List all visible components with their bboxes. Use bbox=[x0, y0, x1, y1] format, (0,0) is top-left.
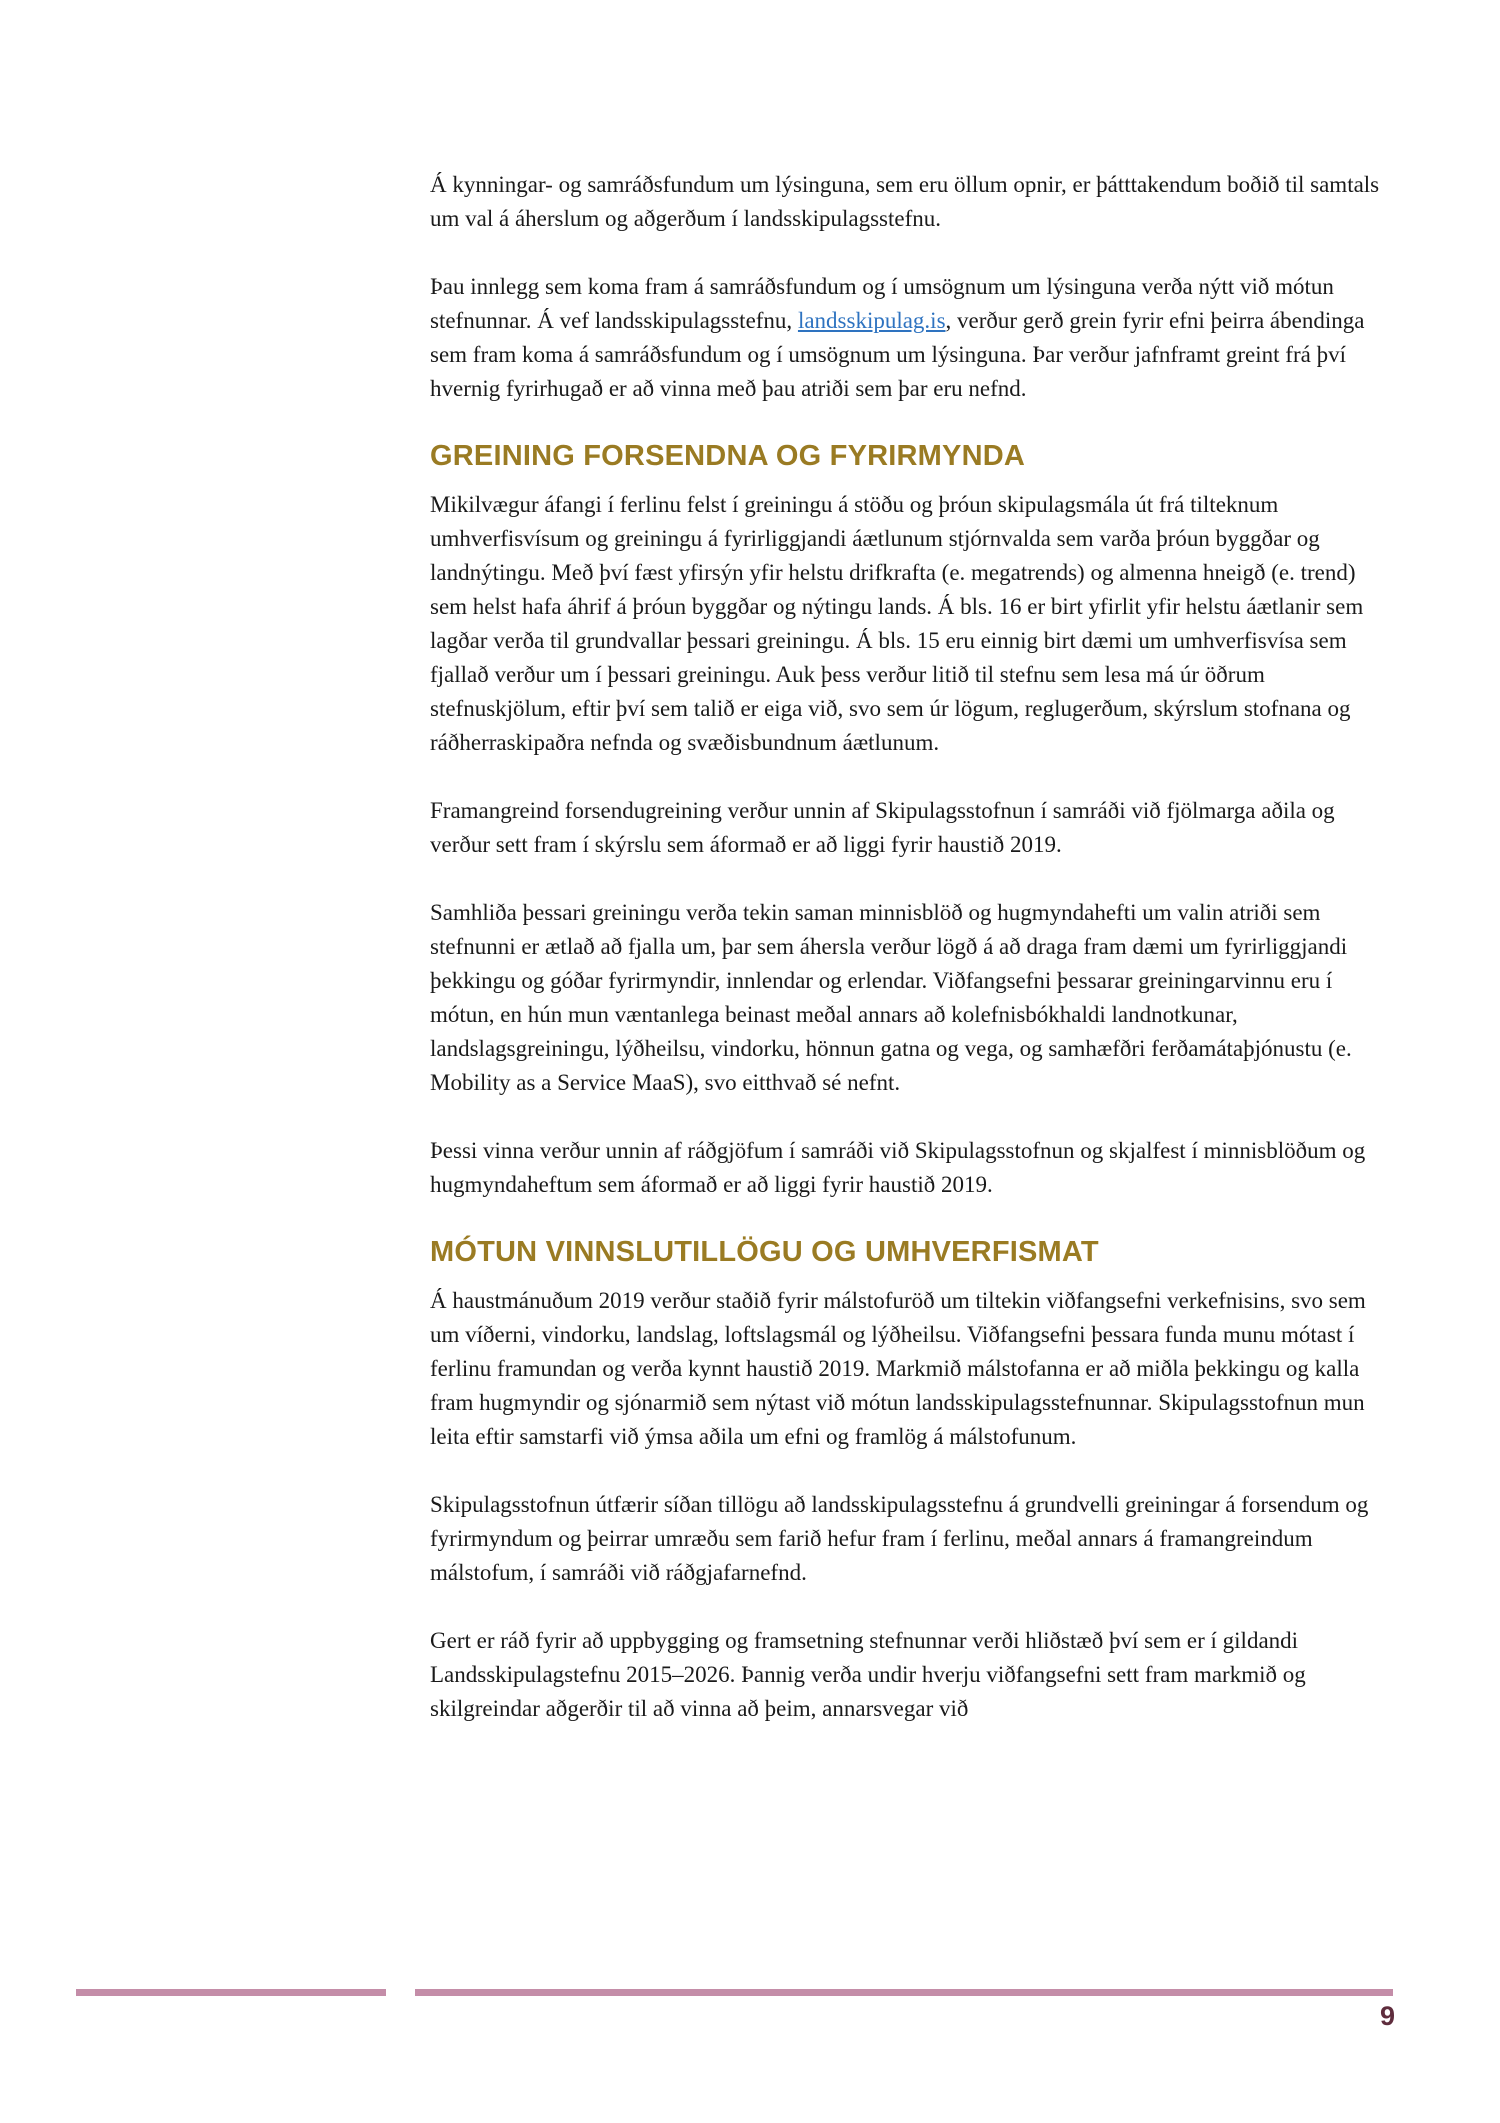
section-heading-greining: GREINING FORSENDNA OG FYRIRMYNDA bbox=[430, 440, 1026, 472]
paragraph-analysis-overview: Mikilvægur áfangi í ferlinu felst í greiningu á stöðu og þróun skipulagsmála út frá tilteknum umhverfisvísum og greiningu á fyrirliggjandi áætlunum stjórnvalda sem varða þróun byggðar og landnýtingu. Með því fæst yfirsýn yfir helstu drifkrafta (e. megatrends) og almenna hneigð (e. trend) sem helst hafa áhrif á þróun byggðar og nýtingu lands. Á bls. 16 er birt yfirlit yfir helstu áætlanir sem lagðar verða til grundvallar þessari greiningu. Á bls. 15 eru einnig birt dæmi um umhverfisvísa sem fjallað verður um í þessari greiningu. Auk þess verður litið til stefnu sem lesa má úr öðrum stefnuskjölum, eftir því sem talið er eiga við, svo sem úr lögum, reglugerðum, skýrslum stofnana og ráðherraskipaðra nefnda og svæðisbundnum áætlunum. bbox=[430, 492, 1364, 755]
footer-rule-left bbox=[76, 1989, 386, 1996]
paragraph-feedback bbox=[430, 270, 1398, 406]
landsskipulag-link[interactable]: landsskipulag.is bbox=[797, 308, 946, 333]
paragraph-malstofur: Á haustmánuðum 2019 verður staðið fyrir málstofuröð um tiltekin viðfangsefni verkefnisins, svo sem um víðerni, vindorku, landslag, loftslagsmál og lýðheilsu. Viðfangsefni þessara funda munu mótast í ferlinu framundan og verða kynnt haustið 2019. Markmið málstofanna er að miðla þekkingu og kalla fram hugmyndir og sjónarmið sem nýtast við mótun landsskipulagsstefnunnar. Skipulagsstofnun mun leita eftir samstarfi við ýmsa aðila um efni og framlög á málstofunum. bbox=[430, 1288, 1366, 1449]
paragraph-intro-meetings: Á kynningar- og samráðsfundum um lýsinguna, sem eru öllum opnir, er þátttakendum boðið til samtals um val á áherslum og aðgerðum í landsskipulagsstefnu. bbox=[430, 172, 1380, 231]
paragraph-tillaga: Skipulagsstofnun útfærir síðan tillögu að landsskipulagsstefnu á grundvelli greiningar á forsendum og fyrirmyndum og þeirrar umræðu sem farið hefur fram í ferlinu, meðal annars á framangreindum málstofum, í samráði við ráðgjafarnefnd. bbox=[430, 1492, 1369, 1585]
paragraph-minnisblod: Samhliða þessari greiningu verða tekin saman minnisblöð og hugmyndahefti um valin atriði sem stefnunni er ætlað að fjalla um, þar sem áhersla verður lögð á að draga fram dæmi um fyrirliggjandi þekkingu og góðar fyrirmyndir, innlendar og erlendar. Viðfangsefni þessarar greiningarvinnu eru í mótun, en hún mun væntanlega beinast meðal annars að kolefnisbókhaldi landnotkunar, landslagsgreiningu, lýðheilsu, vindorku, hönnun gatna og vega, og samhæfðri ferðamátaþjónustu (e. Mobility as a Service MaaS), svo eitthvað sé nefnt. bbox=[430, 900, 1352, 1095]
body-text-column bbox=[430, 168, 1398, 1760]
paragraph-radgjafar: Þessi vinna verður unnin af ráðgjöfum í samráði við Skipulagsstofnun og skjalfest í minnisblöðum og hugmyndaheftum sem áformað er að liggi fyrir haustið 2019. bbox=[430, 1138, 1366, 1197]
footer-rule-right bbox=[415, 1989, 1393, 1996]
paragraph-forsendugreining: Framangreind forsendugreining verður unnin af Skipulagsstofnun í samráði við fjölmarga aðila og verður sett fram í skýrslu sem áformað er að liggi fyrir haustið 2019. bbox=[430, 798, 1335, 857]
page-number: 9 bbox=[1379, 2001, 1395, 2031]
paragraph-uppbygging: Gert er ráð fyrir að uppbygging og framsetning stefnunnar verði hliðstæð því sem er í gildandi Landsskipulagstefnu 2015–2026. Þannig verða undir hverju viðfangsefni sett fram markmið og skilgreindar aðgerðir til að vinna að þeim, annarsvegar við bbox=[430, 1628, 1306, 1721]
paragraph-feedback-before-link: Þau innlegg sem koma fram á samráðsfundum og í umsögnum um lýsinguna verða nýtt við mótun stefnunnar. Á vef landsskipulagsstefnu, bbox=[430, 274, 1334, 333]
paragraph-feedback-after-link: , verður gerð grein fyrir efni þeirra ábendinga sem fram koma á samráðsfundum og í umsögnum um lýsinguna. Þar verður jafnframt greint frá því hvernig fyrirhugað er að vinna með þau atriði sem þar eru nefnd. bbox=[430, 308, 1365, 401]
section-heading-motun: MÓTUN VINNSLUTILLÖGU OG UMHVERFISMAT bbox=[430, 1236, 1099, 1268]
